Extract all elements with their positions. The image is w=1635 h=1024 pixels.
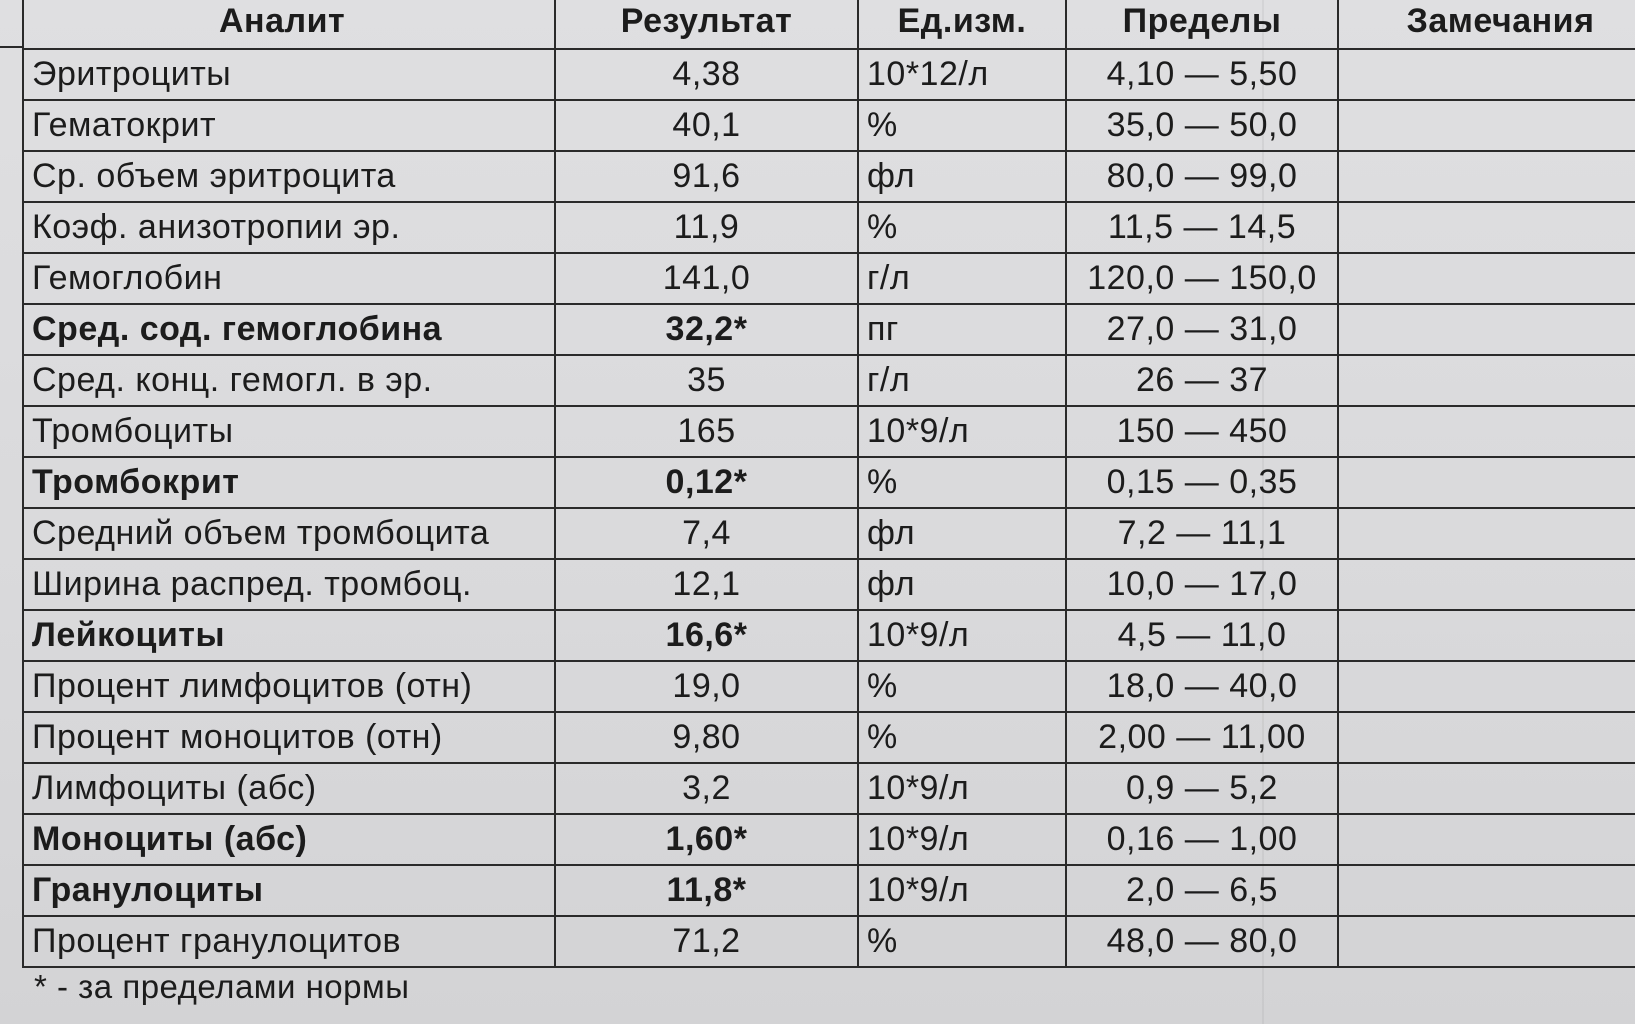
header-unit: Ед.изм. xyxy=(858,0,1066,49)
unit-cell: % xyxy=(858,661,1066,712)
table-row xyxy=(23,916,1635,967)
unit-cell: % xyxy=(858,202,1066,253)
unit-cell: 10*9/л xyxy=(858,610,1066,661)
notes-cell xyxy=(1338,814,1635,865)
analyte-cell: Гематокрит xyxy=(23,100,555,151)
result-cell: 71,2 xyxy=(555,916,858,967)
table-row xyxy=(23,610,1635,661)
notes-cell xyxy=(1338,712,1635,763)
notes-cell xyxy=(1338,661,1635,712)
table-row xyxy=(23,508,1635,559)
result-cell: 11,8* xyxy=(555,865,858,916)
range-cell: 80,0 — 99,0 xyxy=(1066,151,1338,202)
unit-cell: 10*9/л xyxy=(858,865,1066,916)
results-table xyxy=(22,0,1635,968)
unit-cell: 10*9/л xyxy=(858,406,1066,457)
table-row xyxy=(23,865,1635,916)
result-cell: 9,80 xyxy=(555,712,858,763)
table-row xyxy=(23,814,1635,865)
table-row xyxy=(23,151,1635,202)
notes-cell xyxy=(1338,457,1635,508)
range-cell: 4,5 — 11,0 xyxy=(1066,610,1338,661)
header-range: Пределы xyxy=(1066,0,1338,49)
notes-cell xyxy=(1338,916,1635,967)
result-cell: 16,6* xyxy=(555,610,858,661)
result-cell: 3,2 xyxy=(555,763,858,814)
unit-cell: 10*12/л xyxy=(858,49,1066,100)
range-cell: 35,0 — 50,0 xyxy=(1066,100,1338,151)
analyte-cell: Гранулоциты xyxy=(23,865,555,916)
header-analyte: Аналит xyxy=(23,0,555,49)
result-cell: 11,9 xyxy=(555,202,858,253)
table-row xyxy=(23,355,1635,406)
table-row xyxy=(23,457,1635,508)
unit-cell: фл xyxy=(858,151,1066,202)
notes-cell xyxy=(1338,304,1635,355)
result-cell: 165 xyxy=(555,406,858,457)
analyte-cell: Сред. сод. гемоглобина xyxy=(23,304,555,355)
analyte-cell: Гемоглобин xyxy=(23,253,555,304)
notes-cell xyxy=(1338,406,1635,457)
analyte-cell: Сред. конц. гемогл. в эр. xyxy=(23,355,555,406)
unit-cell: 10*9/л xyxy=(858,763,1066,814)
range-cell: 7,2 — 11,1 xyxy=(1066,508,1338,559)
range-cell: 120,0 — 150,0 xyxy=(1066,253,1338,304)
analyte-cell: Тромбокрит xyxy=(23,457,555,508)
range-cell: 2,0 — 6,5 xyxy=(1066,865,1338,916)
header-rule xyxy=(0,46,22,48)
table-row xyxy=(23,49,1635,100)
unit-cell: г/л xyxy=(858,355,1066,406)
analyte-cell: Процент моноцитов (отн) xyxy=(23,712,555,763)
result-cell: 12,1 xyxy=(555,559,858,610)
analyte-cell: Эритроциты xyxy=(23,49,555,100)
result-cell: 7,4 xyxy=(555,508,858,559)
result-cell: 35 xyxy=(555,355,858,406)
notes-cell xyxy=(1338,253,1635,304)
footnote: * - за пределами нормы xyxy=(34,968,410,1005)
range-cell: 48,0 — 80,0 xyxy=(1066,916,1338,967)
result-cell: 40,1 xyxy=(555,100,858,151)
result-cell: 141,0 xyxy=(555,253,858,304)
unit-cell: г/л xyxy=(858,253,1066,304)
range-cell: 26 — 37 xyxy=(1066,355,1338,406)
header-result: Результат xyxy=(555,0,858,49)
table-row xyxy=(23,100,1635,151)
unit-cell: % xyxy=(858,916,1066,967)
unit-cell: % xyxy=(858,712,1066,763)
range-cell: 2,00 — 11,00 xyxy=(1066,712,1338,763)
table-row xyxy=(23,304,1635,355)
unit-cell: пг xyxy=(858,304,1066,355)
result-cell: 32,2* xyxy=(555,304,858,355)
analyte-cell: Ср. объем эритроцита xyxy=(23,151,555,202)
unit-cell: фл xyxy=(858,508,1066,559)
table-row xyxy=(23,661,1635,712)
unit-cell: 10*9/л xyxy=(858,814,1066,865)
notes-cell xyxy=(1338,763,1635,814)
result-cell: 1,60* xyxy=(555,814,858,865)
header-notes: Замечания xyxy=(1338,0,1635,49)
range-cell: 0,16 — 1,00 xyxy=(1066,814,1338,865)
notes-cell xyxy=(1338,610,1635,661)
range-cell: 18,0 — 40,0 xyxy=(1066,661,1338,712)
result-cell: 91,6 xyxy=(555,151,858,202)
result-cell: 4,38 xyxy=(555,49,858,100)
notes-cell xyxy=(1338,508,1635,559)
analyte-cell: Лимфоциты (абс) xyxy=(23,763,555,814)
table-row xyxy=(23,406,1635,457)
range-cell: 11,5 — 14,5 xyxy=(1066,202,1338,253)
notes-cell xyxy=(1338,865,1635,916)
result-cell: 19,0 xyxy=(555,661,858,712)
analyte-cell: Процент гранулоцитов xyxy=(23,916,555,967)
table-row xyxy=(23,202,1635,253)
table-row xyxy=(23,253,1635,304)
analyte-cell: Средний объем тромбоцита xyxy=(23,508,555,559)
unit-cell: % xyxy=(858,457,1066,508)
result-cell: 0,12* xyxy=(555,457,858,508)
table-row xyxy=(23,712,1635,763)
notes-cell xyxy=(1338,355,1635,406)
analyte-cell: Лейкоциты xyxy=(23,610,555,661)
table-body xyxy=(23,49,1635,967)
range-cell: 150 — 450 xyxy=(1066,406,1338,457)
range-cell: 27,0 — 31,0 xyxy=(1066,304,1338,355)
unit-cell: фл xyxy=(858,559,1066,610)
header-row xyxy=(23,0,1635,49)
range-cell: 10,0 — 17,0 xyxy=(1066,559,1338,610)
notes-cell xyxy=(1338,151,1635,202)
range-cell: 0,15 — 0,35 xyxy=(1066,457,1338,508)
analyte-cell: Коэф. анизотропии эр. xyxy=(23,202,555,253)
notes-cell xyxy=(1338,559,1635,610)
table-row xyxy=(23,559,1635,610)
range-cell: 0,9 — 5,2 xyxy=(1066,763,1338,814)
notes-cell xyxy=(1338,100,1635,151)
notes-cell xyxy=(1338,49,1635,100)
table-row xyxy=(23,763,1635,814)
range-cell: 4,10 — 5,50 xyxy=(1066,49,1338,100)
analyte-cell: Ширина распред. тромбоц. xyxy=(23,559,555,610)
unit-cell: % xyxy=(858,100,1066,151)
analyte-cell: Тромбоциты xyxy=(23,406,555,457)
analyte-cell: Моноциты (абс) xyxy=(23,814,555,865)
analyte-cell: Процент лимфоцитов (отн) xyxy=(23,661,555,712)
notes-cell xyxy=(1338,202,1635,253)
